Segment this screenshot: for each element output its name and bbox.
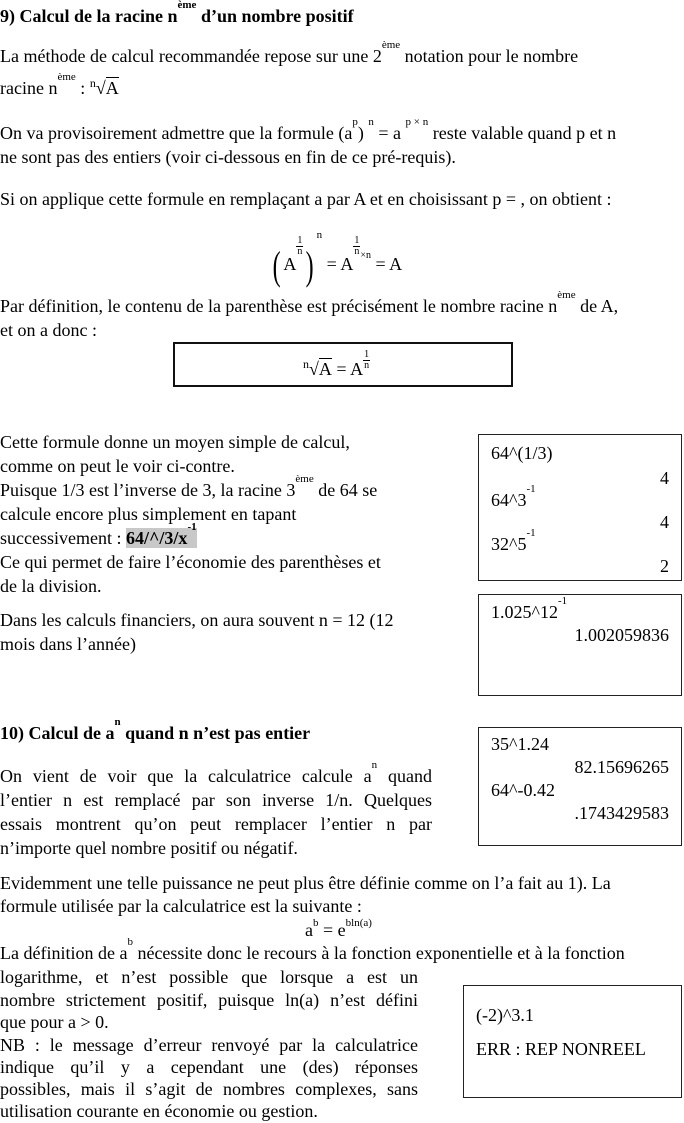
nth-root-expression [90, 77, 119, 99]
fraction: $\frac{1}{n}$ [297, 235, 303, 257]
paragraph: Puisque 1/3 est l’inverse de 3, la racine 3ème de 64 se [0, 473, 378, 500]
calc-input: $32\^{}5^{-1}$ [491, 527, 536, 554]
section-10-title: 10) Calcul de $a^n$ quand n n’est pas entier [0, 716, 311, 743]
radical-icon: √ [95, 78, 106, 98]
calc-result: 2 [660, 556, 669, 576]
calc-result: 4 [660, 468, 669, 488]
paragraph: l’entier n est remplacé par son inverse 1/n. Quelques [0, 790, 432, 810]
boxed-formula: $^n$√A = A $\frac{1}{n}$ [173, 342, 513, 387]
left-paren: ( [272, 242, 281, 288]
radical-icon: √ [309, 359, 319, 379]
paragraph: racine $n^{ème}$ : $^n$√A [0, 71, 119, 98]
paragraph: Si on applique cette formule en remplaçant a par A et en choisissant p = , on obtient : [0, 189, 612, 209]
paragraph: nombre strictement positif, puisque ln(a) n’est défini [0, 990, 418, 1010]
paragraph: de la division. [0, 576, 102, 596]
paragraph: n’importe quel nombre positif ou négatif. [0, 838, 298, 858]
section-9-title [0, 0, 354, 27]
calculator-screen [478, 594, 682, 696]
paragraph: comme on peut le voir ci-contre. [0, 456, 235, 476]
root-index: n [89, 76, 96, 90]
paragraph: essais montrent qu’on peut remplacer l’entier n par [0, 814, 432, 834]
paragraph: calcule encore plus simplement en tapant [0, 504, 297, 524]
title-text: d’un nombre positif [196, 6, 354, 26]
superscript: ème [177, 0, 197, 11]
calc-input: 35^1.24 [491, 734, 549, 754]
paragraph: Cette formule donne un moyen simple de calcul, [0, 432, 350, 452]
power-formula: ( A $\frac{1}{n}$ )$^n$ = A $\frac{1}{n}$ $^{\times n}$ = A [272, 229, 403, 288]
calc-input: $64\^{}3^{-1}$ [491, 483, 536, 510]
paragraph: et on a donc : [0, 320, 97, 340]
paragraph: On va provisoirement admettre que la formule $(a^p) ^n = a$ $^{p \times n}$ reste valable quand p et n [0, 116, 617, 143]
calc-result: .1743429583 [574, 803, 669, 823]
paragraph: formule utilisée par la calculatrice est la suivante : [0, 896, 362, 916]
paragraph: Ce qui permet de faire l’économie des parenthèses et [0, 552, 381, 572]
calculator-screen [478, 727, 682, 846]
fraction: $\frac{1}{n}$ [364, 349, 370, 371]
calculator-screen [463, 985, 682, 1098]
calc-input: 64^-0.42 [491, 780, 555, 800]
paragraph: Evidemment une telle puissance ne peut plus être définie comme on l’a fait au 1). La [0, 873, 611, 893]
title-text: 9) Calcul de la racine n [0, 6, 178, 26]
exponential-formula: $a^b = e^{bln(a)}$ [305, 917, 372, 940]
paragraph: utilisation courante en économie ou gestion. [0, 1101, 318, 1121]
paragraph: logarithme, et n’est possible que lorsque a est un [0, 967, 418, 987]
paragraph: successivement : $64/\^{}/3/x^{-1}$ [0, 521, 197, 548]
paragraph: que pour a > 0. [0, 1012, 109, 1032]
calc-result: 1.002059836 [574, 625, 669, 645]
key-sequence: $64/\^{}/3/x^{-1}$ [125, 521, 197, 548]
calc-result: 4 [660, 512, 669, 532]
paragraph: Par définition, le contenu de la parenthèse est précisément le nombre racine $n^{ème}$ de A, [0, 289, 619, 316]
right-paren: ) [305, 242, 314, 288]
paragraph: La méthode de calcul recommandée repose sur une 2ème notation pour le nombre [0, 39, 579, 66]
paragraph: indique qu’il y a cependant une (des) réponses [0, 1057, 418, 1077]
calc-input: $1.025\^{}12^{-1}$ [491, 595, 568, 622]
paragraph: mois dans l’année) [0, 634, 136, 654]
calculator-screen [478, 434, 682, 581]
calc-input: 64^(1/3) [491, 443, 553, 463]
calc-error-message: ERR : REP NONREEL [476, 1039, 646, 1059]
calc-input: (-2)^3.1 [476, 1005, 534, 1025]
paragraph: possibles, mais il s’agit de nombres complexes, sans [0, 1079, 418, 1099]
paragraph: La définition de $a^b$ nécessite donc le recours à la fonction exponentielle et à la fonction [0, 936, 625, 963]
fraction: $\frac{1}{n}$ [354, 235, 360, 257]
paragraph: On vient de voir que la calculatrice calcule $a^n$ quand [0, 759, 432, 786]
calc-result: 82.15696265 [574, 757, 669, 777]
paragraph: Dans les calculs financiers, on aura souvent n = 12 (12 [0, 610, 394, 630]
paragraph: ne sont pas des entiers (voir ci-dessous en fin de ce pré-requis). [0, 147, 456, 167]
root-argument: A [105, 78, 119, 98]
paragraph: NB : le message d’erreur renvoyé par la calculatrice [0, 1035, 418, 1055]
nth-root-expression: $^n$√A [303, 357, 332, 379]
